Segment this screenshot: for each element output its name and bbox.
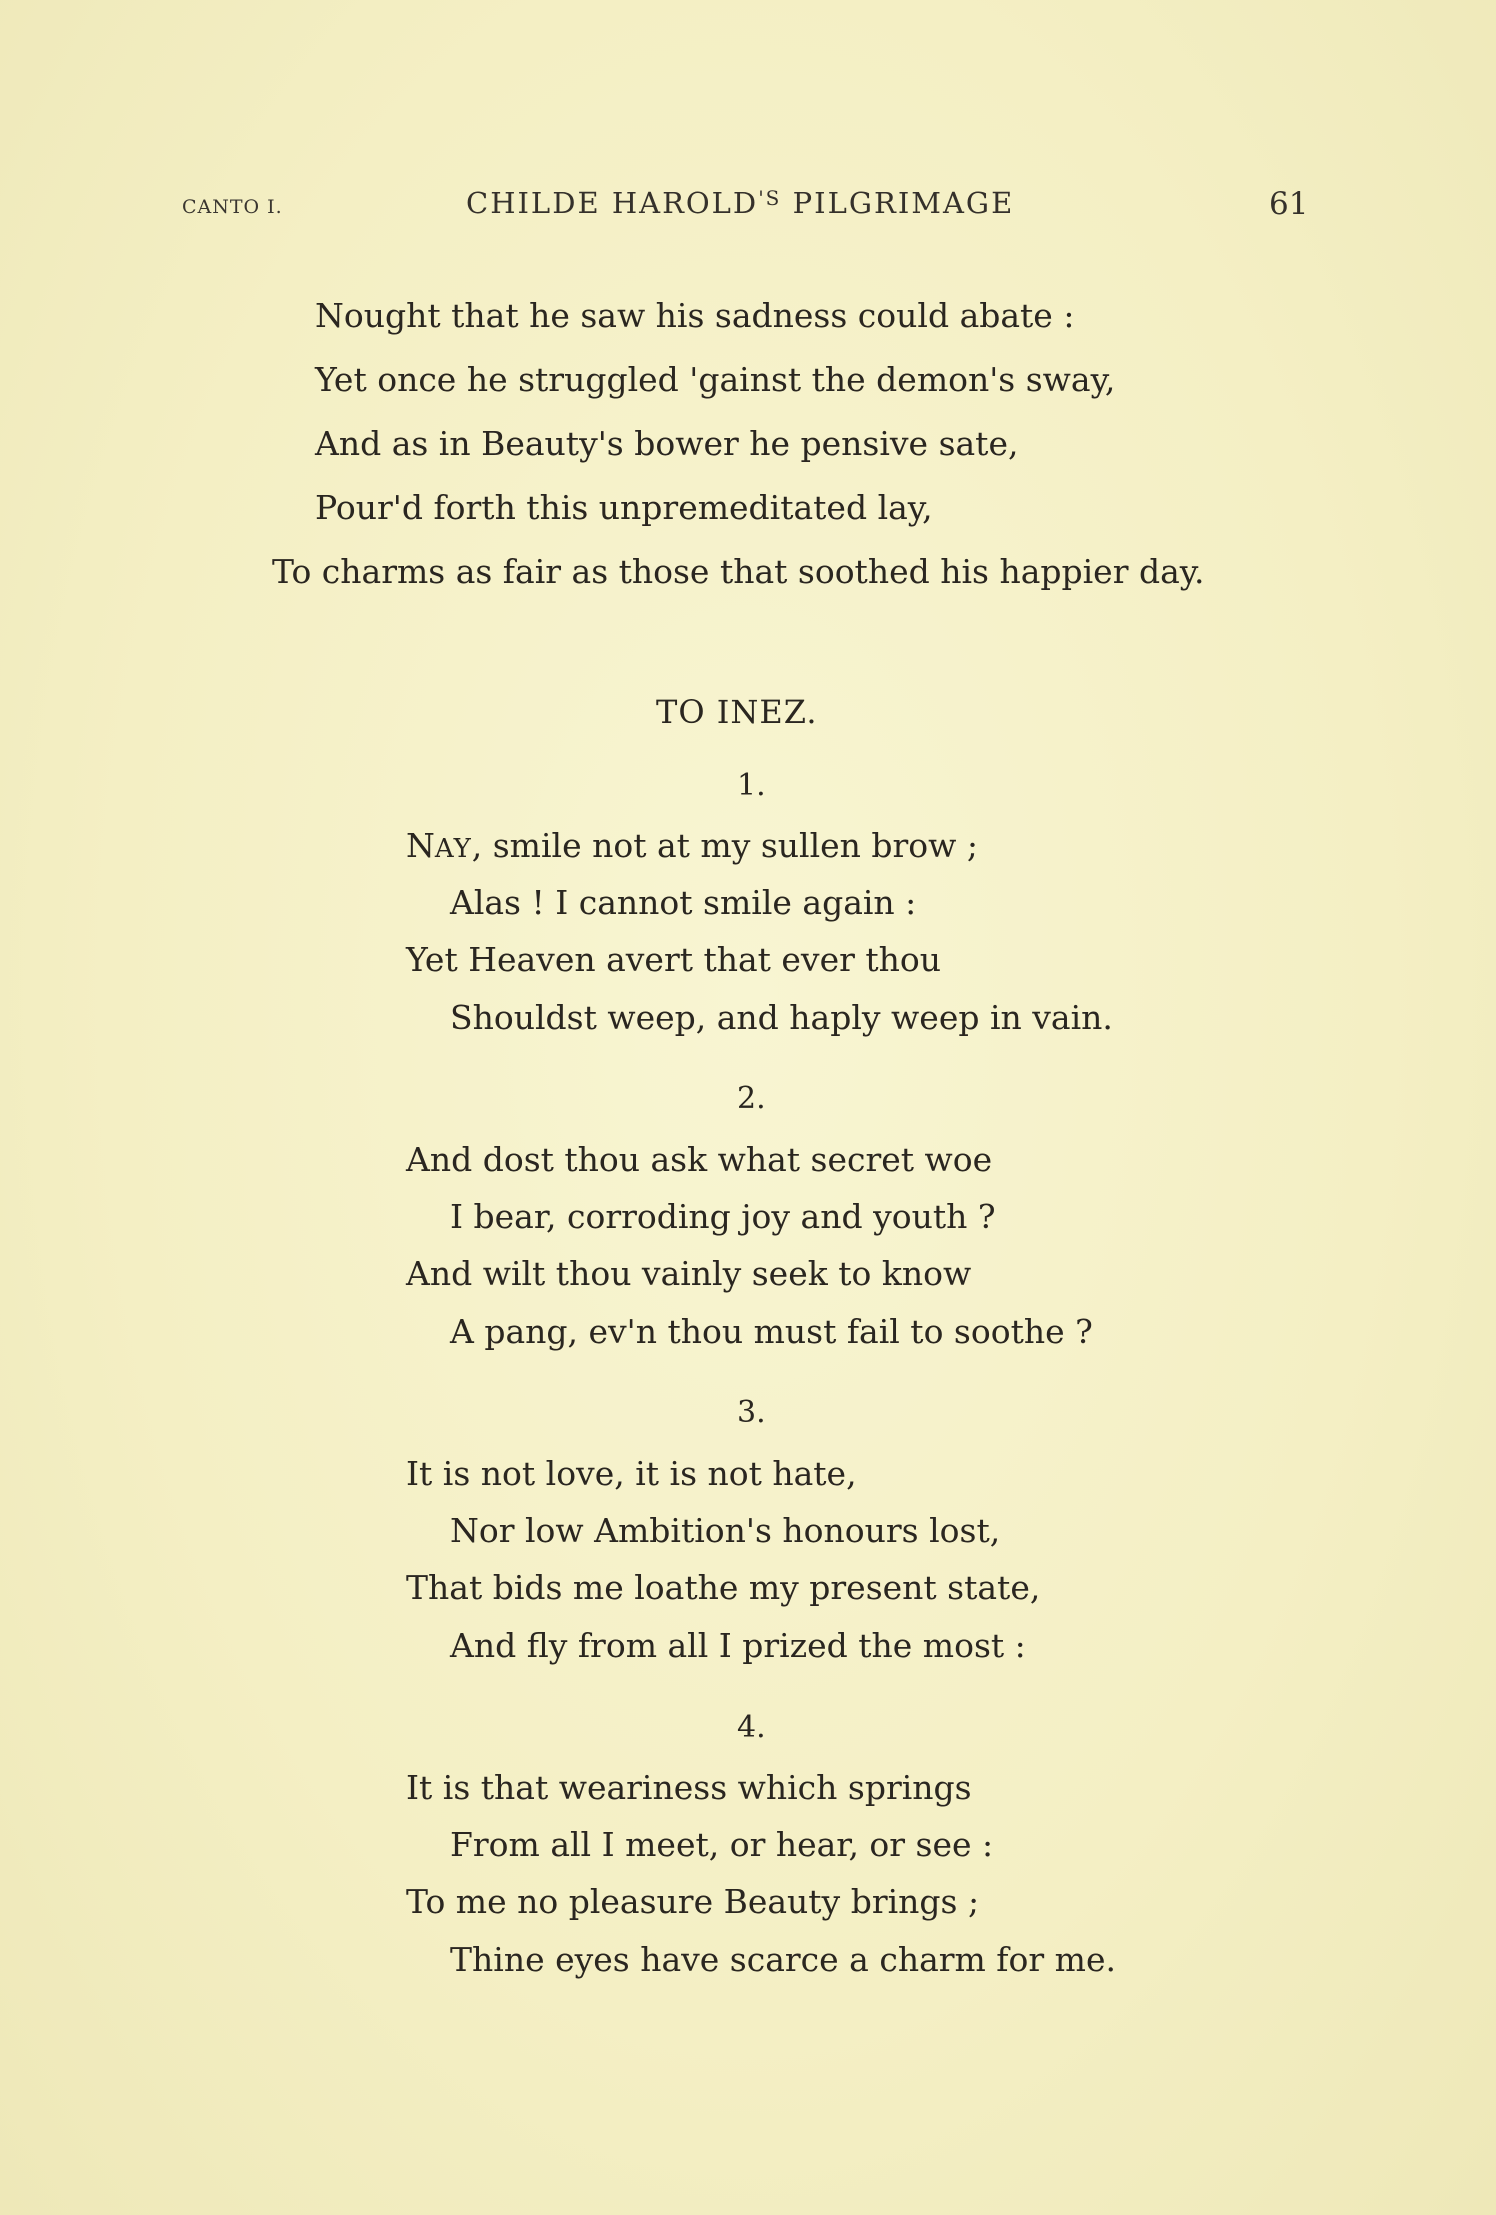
poem-line: And dost thou ask what secret woe [406, 1140, 993, 1179]
poem-line: A pang, ev'n thou must fail to soothe ? [450, 1312, 1093, 1351]
stanza-number: 3. [737, 1395, 766, 1430]
intro-line: Yet once he struggled 'gainst the demon's sway, [315, 360, 1116, 399]
poem-line: It is not love, it is not hate, [406, 1454, 857, 1493]
poem-title: TO INEZ. [656, 693, 818, 731]
running-title-rest: PILGRIMAGE [781, 186, 1015, 220]
running-title-sup: 'S [758, 186, 782, 210]
running-title [466, 186, 1014, 220]
poem-line: It is that weariness which springs [406, 1768, 972, 1807]
poem-line: From all I meet, or hear, or see : [450, 1825, 994, 1864]
page-number: 61 [1269, 186, 1309, 222]
stanza-number: 4. [737, 1710, 766, 1745]
drop-initial: N [406, 826, 435, 865]
poem-line: To me no pleasure Beauty brings ; [406, 1882, 980, 1921]
small-caps-word: AY [434, 834, 472, 864]
poem-line: And wilt thou vainly seek to know [406, 1254, 972, 1293]
stanza-number: 2. [737, 1081, 766, 1116]
poem-line: Yet Heaven avert that ever thou [406, 940, 942, 979]
first-line-rest: , smile not at my sullen brow ; [471, 826, 979, 865]
poem-line: And fly from all I prized the most : [450, 1626, 1026, 1665]
canto-label: CANTO I. [182, 196, 283, 218]
poem-line: That bids me loathe my present state, [406, 1568, 1041, 1607]
poem-line: Shouldst weep, and haply weep in vain. [450, 998, 1113, 1037]
poem-line: Nor low Ambition's honours lost, [450, 1511, 1001, 1550]
running-head [0, 186, 1496, 226]
intro-line: And as in Beauty's bower he pensive sate, [315, 424, 1019, 463]
poem-line: Alas ! I cannot smile again : [450, 883, 917, 922]
poem-line [406, 826, 978, 865]
poem-line: I bear, corroding joy and youth ? [450, 1197, 996, 1236]
intro-line: Nought that he saw his sadness could abate : [315, 296, 1075, 335]
stanza-number: 1. [737, 768, 766, 803]
poem-line: Thine eyes have scarce a charm for me. [450, 1940, 1116, 1979]
running-title-main: CHILDE HAROLD [466, 186, 759, 220]
intro-line: To charms as fair as those that soothed his happier day. [272, 552, 1205, 591]
intro-line: Pour'd forth this unpremeditated lay, [315, 488, 933, 527]
